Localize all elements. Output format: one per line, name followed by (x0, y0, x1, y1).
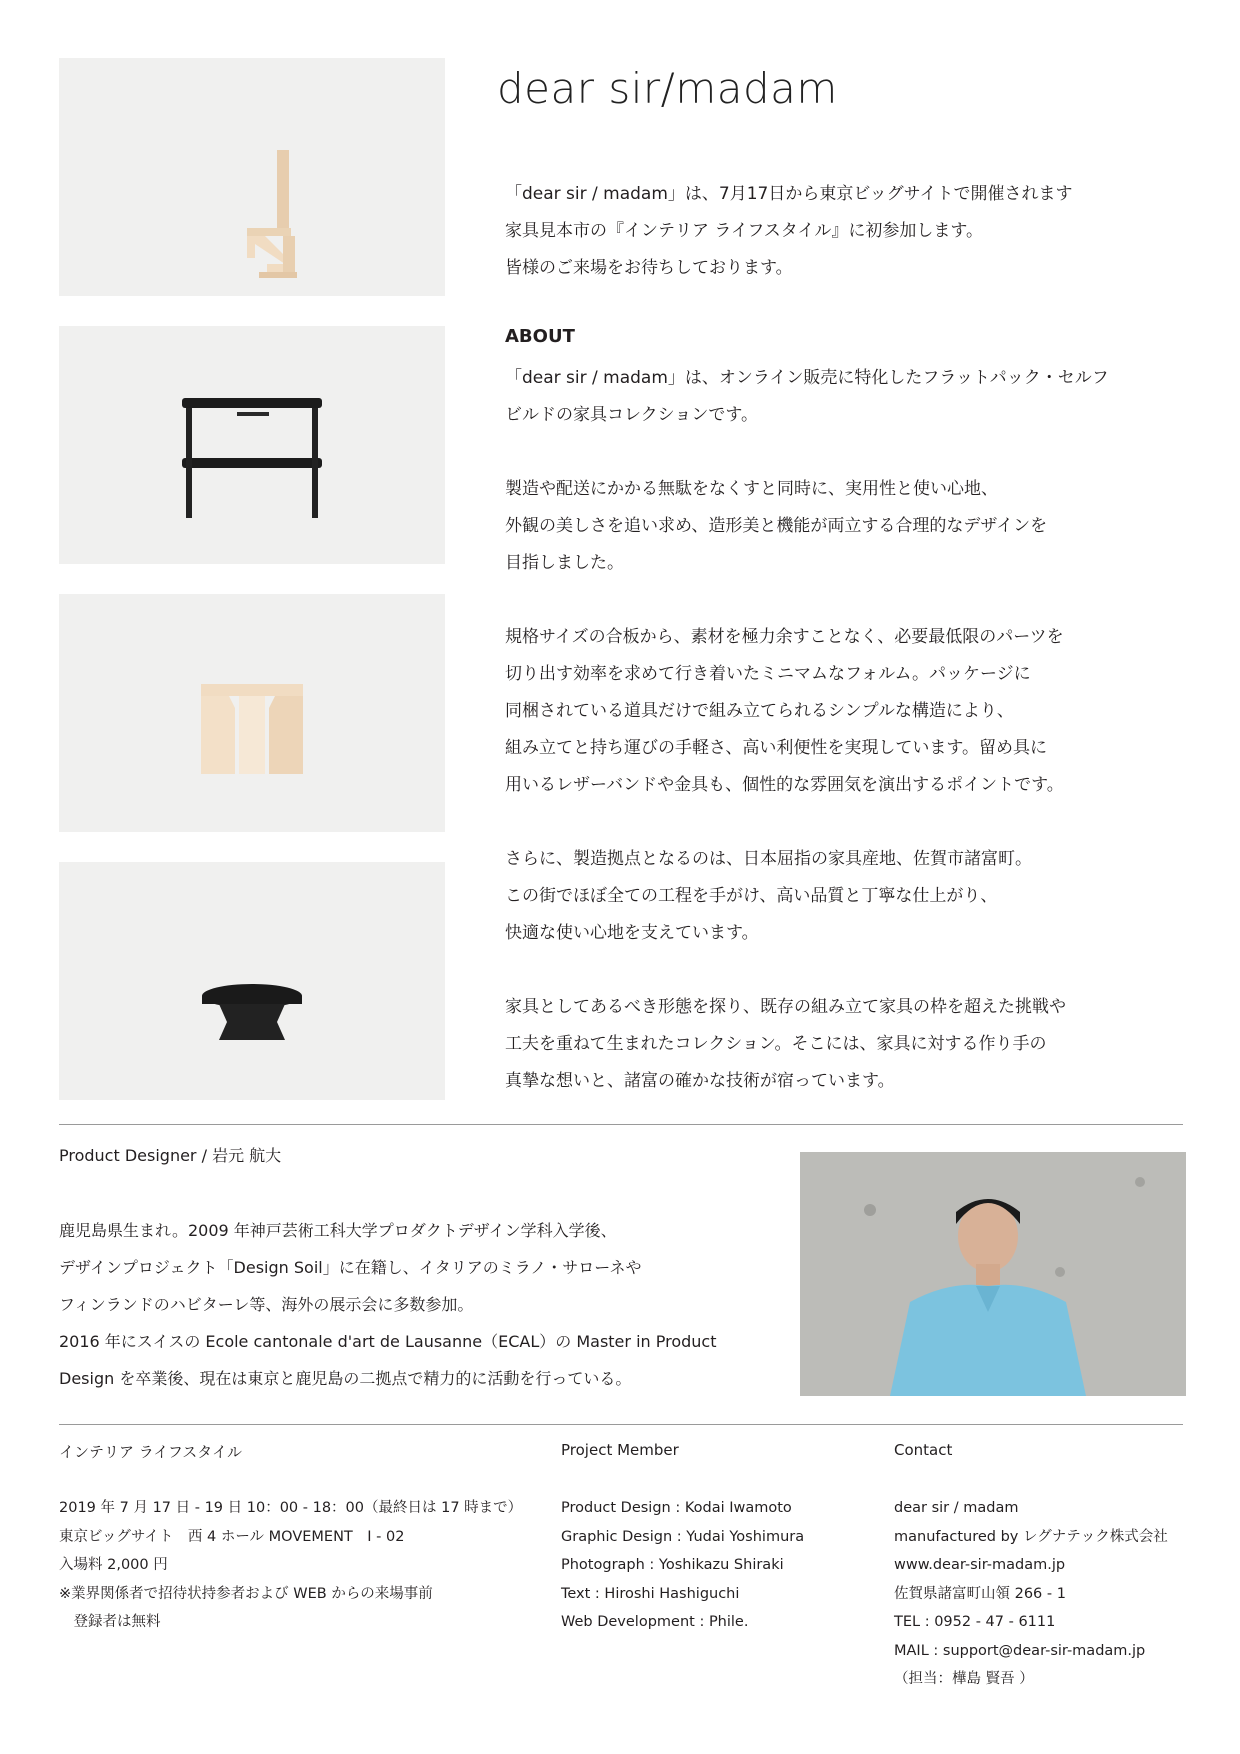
member-line: Photograph : Yoshikazu Shiraki (561, 1557, 784, 1573)
about-paragraph: 製造や配送にかかる無駄をなくすと同時に、実用性と使い心地、 外観の美しさを追い求め、造形美と機能が両立する合理的なデザインを 目指しました。 (505, 479, 1048, 573)
bio-line: 2016 年にスイスの Ecole cantonale d'art de Lausanne（ECAL）の Master in Product (59, 1332, 717, 1351)
designer-bio (59, 1212, 799, 1397)
product-photo-table (59, 862, 445, 1100)
about-paragraph: 規格サイズの合板から、素材を極力余すことなく、必要最低限のパーツを 切り出す効率を求めて行き着いたミニマムなフォルム。パッケージに 同梱されている道具だけで組み立てられるシンプルな構造により、 組み立てと持ち運びの手軽さ、高い利便性を実現しています。留め具に 用いるレザーバンドや金具も、個性的な雰囲気を演出するポイントです。 (505, 627, 1064, 795)
event-details (59, 1494, 522, 1637)
designer-heading: Product Designer / 岩元 航大 (59, 1146, 282, 1165)
table-illustration (59, 862, 445, 1100)
contact-details (894, 1494, 1168, 1694)
about-heading: ABOUT (505, 326, 575, 347)
contact-line: TEL : 0952 - 47 - 6111 (894, 1614, 1056, 1630)
event-heading: インテリア ライフスタイル (59, 1443, 242, 1461)
product-photo-shelf (59, 326, 445, 564)
contact-line: 佐賀県諸富町山領 266 - 1 (894, 1585, 1066, 1602)
chair-illustration (59, 58, 445, 296)
about-paragraph: さらに、製造拠点となるのは、日本屈指の家具産地、佐賀市諸富町。 この街でほぼ全ての工程を手がけ、高い品質と丁寧な仕上がり、 快適な使い心地を支えています。 (505, 849, 1032, 943)
members-list (561, 1494, 804, 1637)
event-line: 入場料 2,000 円 (59, 1557, 168, 1573)
product-photo-chair (59, 58, 445, 296)
bio-line: デザインプロジェクト「Design Soil」に在籍し、イタリアのミラノ・サローネや (59, 1258, 642, 1277)
member-line: Graphic Design : Yudai Yoshimura (561, 1528, 805, 1545)
contact-line: （担当：樺島 賢吾 ） (894, 1671, 1034, 1687)
brand-logo: dear sir/madam (497, 64, 838, 113)
contact-website-link[interactable]: www.dear-sir-madam.jp (894, 1557, 1066, 1573)
bio-line: Design を卒業後、現在は東京と鹿児島の二拠点で精力的に活動を行っている。 (59, 1369, 632, 1388)
member-line: Web Development : Phile. (561, 1614, 749, 1630)
about-paragraph: 「dear sir / madam」は、オンライン販売に特化したフラットパック・セルフ ビルドの家具コレクションです。 (505, 368, 1109, 425)
stool-illustration (59, 594, 445, 832)
designer-portrait (800, 1152, 1186, 1396)
members-heading: Project Member (561, 1441, 679, 1459)
intro-line: 皆様のご来場をお待ちしております。 (505, 258, 793, 278)
event-line: ※業界関係者で招待状持参者および WEB からの来場事前 (59, 1585, 433, 1602)
divider (59, 1124, 1183, 1125)
member-line: Text : Hiroshi Hashiguchi (561, 1585, 740, 1602)
divider (59, 1424, 1183, 1425)
event-line: 2019 年 7 月 17 日 - 19 日 10：00 - 18：00（最終日は 17 時まで） (59, 1500, 523, 1516)
about-paragraph: 家具としてあるべき形態を探り、既存の組み立て家具の枠を超えた挑戦や 工夫を重ねて生まれたコレクション。そこには、家具に対する作り手の 真摯な想いと、諸富の確かな技術が宿っています。 (505, 997, 1066, 1091)
shelf-illustration (59, 326, 445, 564)
intro-text (505, 176, 1205, 287)
event-line: 登録者は無料 (59, 1614, 161, 1630)
member-line: Product Design : Kodai Iwamoto (561, 1500, 792, 1516)
product-photo-stool (59, 594, 445, 832)
bio-line: フィンランドのハビターレ等、海外の展示会に多数参加。 (59, 1295, 474, 1314)
contact-line: manufactured by レグナテック株式会社 (894, 1528, 1168, 1545)
intro-line: 「dear sir / madam」は、7月17日から東京ビッグサイトで開催されます (505, 184, 1073, 204)
event-line: 東京ビッグサイト 西 4 ホール MOVEMENT I - 02 (59, 1528, 405, 1545)
contact-email-link[interactable]: MAIL : support@dear-sir-madam.jp (894, 1642, 1146, 1659)
contact-heading: Contact (894, 1441, 953, 1459)
portrait-illustration (800, 1152, 1186, 1396)
intro-line: 家具見本市の『インテリア ライフスタイル』に初参加します。 (505, 221, 984, 241)
contact-line: dear sir / madam (894, 1500, 1019, 1516)
about-body (505, 360, 1205, 1137)
bio-line: 鹿児島県生まれ。2009 年神戸芸術工科大学プロダクトデザイン学科入学後、 (59, 1221, 617, 1240)
